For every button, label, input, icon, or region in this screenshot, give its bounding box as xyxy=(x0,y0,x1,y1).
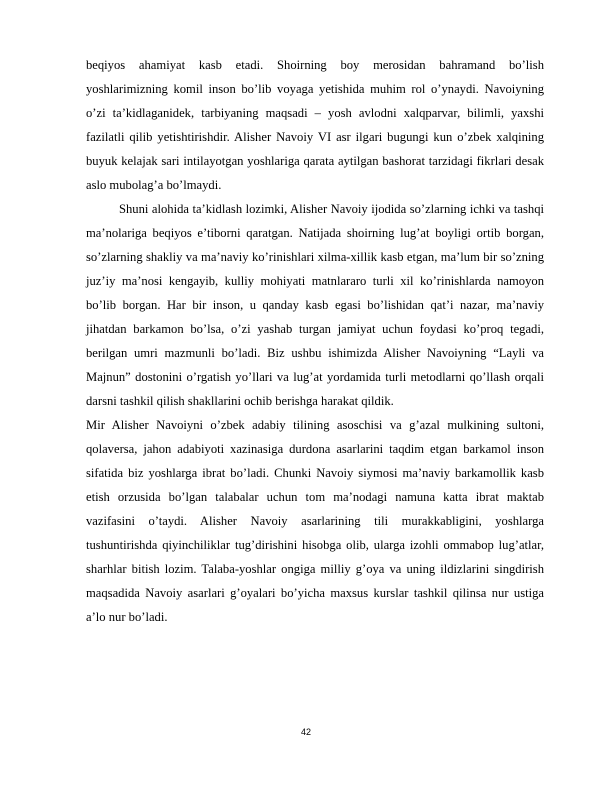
page-number: 42 xyxy=(300,727,311,737)
document-body xyxy=(86,53,544,629)
paragraph-1: beqiyos ahamiyat kasb etadi. Shoirning boy merosidan bahramand bo’lish yoshlarimizning komil inson bo’lib voyaga yetishida muhim rol o’ynaydi. Navoiyning o’zi ta’kidlaganidek, tarbiyaning maqsadi – yosh avlodni xalqparvar, bilimli, yaxshi fazilatli qilib yetishtirishdir. Alisher Navoiy VI asr ilgari bugungi kun o’zbek xalqining buyuk kelajak sari intilayotgan yoshlariga qarata aytilgan bashorat tarzidagi fikrlari desak aslo mubolag’a bo’lmaydi. xyxy=(86,58,544,192)
paragraph-2: Shuni alohida ta’kidlash lozimki, Alisher Navoiy ijodida so’zlarning ichki va tashqi ma’nolariga beqiyos e’tiborni qaratgan. Natijada shoirning lug’at boyligi ortib borgan, so’zlarning shakliy va ma’naviy ko’rinishlari xilma-xillik kasb etgan, ma’lum bir so’zning juz’iy ma’nosi kengayib, kulliy mohiyati matnlararo turli xil ko’rinishlarda namoyon bo’lib borgan. Har bir inson, u qanday kasb egasi bo’lishidan qat’i nazar, ma’naviy jihatdan barkamon bo’lsa, o’zi yashab turgan jamiyat uchun foydasi ko’proq tegadi, berilgan umri mazmunli bo’ladi. Biz ushbu ishimizda Alisher Navoiyning “Layli va Majnun” dostonini o’rgatish yo’llari va lug’at yordamida turli metodlarni qo’llash orqali darsni tashkil qilish shakllarini ochib berishga harakat qildik. xyxy=(86,202,544,408)
paragraph-3: Mir Alisher Navoiyni o’zbek adabiy tilining asoschisi va g’azal mulkining sultoni, qolaversa, jahon adabiyoti xazinasiga durdona asarlarini taqdim etgan barkamol inson sifatida biz yoshlarga ibrat bo’ladi. Chunki Navoiy siymosi ma’naviy barkamollik kasb etish orzusida bo’lgan talabalar uchun tom ma’nodagi namuna katta ibrat maktab vazifasini o’taydi. Alisher Navoiy asarlarining tili murakkabligini, yoshlarga tushuntirishda qiyinchiliklar tug’dirishini hisobga olib, ularga izohli ommabop lug’atlar, sharhlar bitish lozim. Talaba-yoshlar ongiga milliy g’oya va uning ildizlarini singdirish maqsadida Navoiy asarlari g’oyalari bo’yicha maxsus kurslar tashkil qilinsa nur ustiga a’lo nur bo’ladi. xyxy=(86,418,544,624)
